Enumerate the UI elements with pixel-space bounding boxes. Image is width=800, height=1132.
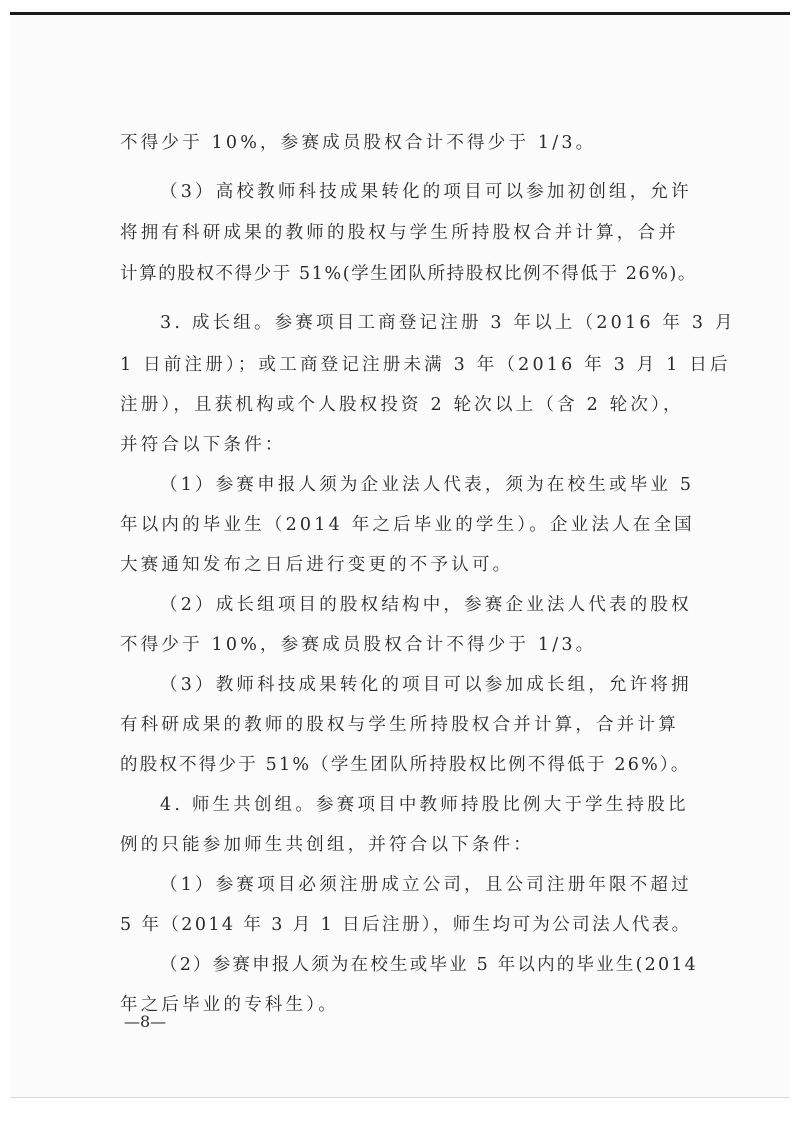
text-line: 注册），且获机构或个人股权投资 2 轮次以上（含 2 轮次）， — [120, 395, 684, 415]
text-line: 计算的股权不得少于 51%(学生团队所持股权比例不得低于 26%)。 — [120, 264, 697, 284]
text-line: 年以内的毕业生（2014 年之后毕业的学生）。企业法人在全国 — [120, 515, 695, 535]
text-line: 有科研成果的教师的股权与学生所持股权合并计算，合并计算 — [120, 715, 679, 735]
page-number: —8— — [124, 1012, 167, 1031]
text-line: 1 日前注册）；或工商登记注册未满 3 年（2016 年 3 月 1 日后 — [120, 355, 731, 375]
text-line: （3）教师科技成果转化的项目可以参加成长组，允许将拥 — [160, 675, 692, 695]
section-heading-growth: 3. 成长组。参赛项目工商登记注册 3 年以上（2016 年 3 月 — [160, 313, 736, 333]
text-line: 5 年（2014 年 3 月 1 日后注册），师生均可为公司法人代表。 — [120, 915, 692, 935]
text-line: 并符合以下条件： — [120, 435, 286, 455]
text-line: （2）参赛申报人须为在校生或毕业 5 年以内的毕业生(2014 — [160, 955, 698, 975]
text-line: 大赛通知发布之日后进行变更的不予认可。 — [120, 555, 514, 575]
text-line: 不得少于 10%，参赛成员股权合计不得少于 1/3。 — [120, 635, 597, 655]
text-line: 例的只能参加师生共创组，并符合以下条件： — [120, 835, 534, 855]
text-line: 的股权不得少于 51%（学生团队所持股权比例不得低于 26%）。 — [120, 755, 691, 775]
text-line: （1）参赛申报人须为企业法人代表，须为在校生或毕业 5 — [160, 475, 695, 495]
text-line: （1）参赛项目必须注册成立公司，且公司注册年限不超过 — [160, 875, 692, 895]
text-line: 不得少于 10%，参赛成员股权合计不得少于 1/3。 — [120, 133, 597, 153]
text-line: 年之后毕业的专科生）。 — [120, 995, 339, 1015]
text-line: （3）高校教师科技成果转化的项目可以参加初创组，允许 — [160, 182, 692, 202]
section-heading-teacher-student: 4. 师生共创组。参赛项目中教师持股比例大于学生持股比 — [160, 795, 689, 815]
text-line: 将拥有科研成果的教师的股权与学生所持股权合并计算，合并 — [120, 223, 679, 243]
text-line: （2）成长组项目的股权结构中，参赛企业法人代表的股权 — [160, 595, 692, 615]
